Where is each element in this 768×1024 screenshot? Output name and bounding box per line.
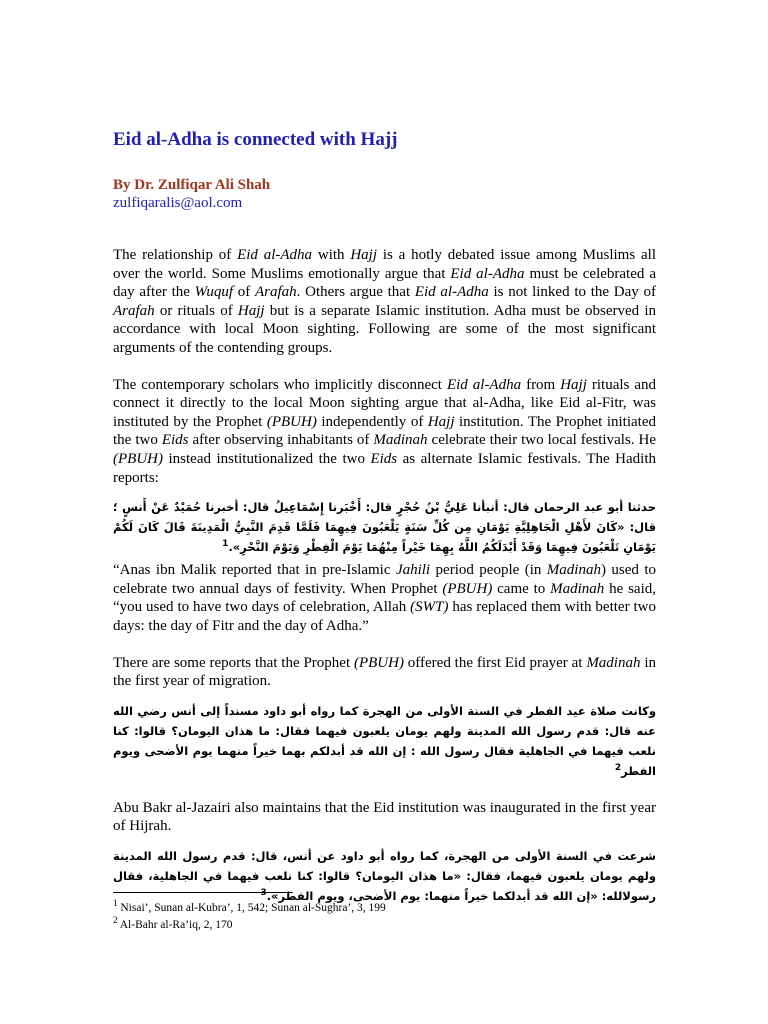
arabic-hadith-2: وكانت صلاة عيد الفطر في السنة الأولى من الهجرة كما رواه أبو داود مسنداً إلى أنس رضي الله عنه قال: قدم رسول الله المدينة ولهم يومان يلعبون فيهما فقال: ما هذان اليومان؟ قالوا: كنا نلعب فيهما في الجاهلية فقال رسول الله : إن الله قد أبدلكم بهما خيراً منهما يوم الأضحى ويوم الفطر$^2$: [113, 703, 656, 778]
arabic-hadith-3: شرعت في السنة الأولى من الهجرة، كما رواه أبو داود عن أنس، قال: قدم رسول الله المدينة ولهم يومان يلعبون فيهما، فقال: «ما هذان اليومان؟ قالوا: كنا نلعب فيهما في الجاهلية، فقال رسولالله: «إن الله قد أبدلكما خيراً منهما: يوم الأضحى، ويوم الفطر».$^3$: [113, 848, 656, 903]
author-email[interactable]: zulfiqaralis@aol.com: [113, 195, 243, 211]
footnotes: [113, 900, 656, 934]
footnote-1: $^1$ Nisai’, Sunan al-Kubra’, 1, 542; Sunan al-Sughra’, 3, 199: [113, 898, 386, 914]
paragraph-jazairi: Abu Bakr al-Jazairi also maintains that the Eid institution was inaugurated in the first year of Hijrah.: [113, 799, 656, 835]
paragraph-translation: “Anas ibn Malik reported that in pre-Islamic Jahili period people (in Madinah) used to celebrate two annual days of festivity. When Prophet (PBUH) came to Madinah he said, “you used to have two days of celebration, Allah (SWT) has replaced them with better two days: the day of Fitr and the day of Adha.”: [113, 562, 656, 634]
arabic-hadith-1: حدثنا أبو عبد الرحمان قال: أنبأنا عَلِيُّ بْنُ حُجْرٍ قال: أَخْبَرنا إِسْمَاعِيلُ قال: أخبرنا حُمَيْدٌ عَنْ أَنسٍ ؛ قال: «كَانَ لأَهْلِ الْجَاهِلِيَّةِ يَوْمَانِ مِن كُلِّ سَنَةٍ يَلْعَبُونَ فِيهِمَا فَلَمَّا قَدِمَ النَّبِيُّ الْمَدِينَةَ قَالَ كَانَ لَكُمْ يَوْمَانِ تَلْعَبُونَ فِيهِمَا وَقَدْ أَبْدَلَكُمُ اللَّهُ بِهِمَا خَيْراً مِنْهُمَا يَوْمَ الْفِطْرِ وَيَوْمَ النَّحْرِ».$^1$: [113, 500, 656, 555]
paragraph-first-eid: There are some reports that the Prophet (PBUH) offered the first Eid prayer at Madinah in the first year of migration.: [113, 654, 656, 690]
footnote-ref-1[interactable]: 1: [222, 539, 229, 550]
author-name: By Dr. Zulfiqar Ali Shah: [113, 177, 271, 193]
footnote-ref-3[interactable]: 3: [260, 888, 267, 899]
footnote-2: $^2$ Al-Bahr al-Ra’iq, 2, 170: [113, 915, 233, 931]
page-title: Eid al-Adha is connected with Hajj: [113, 129, 398, 150]
paragraph-scholars: The contemporary scholars who implicitly disconnect Eid al-Adha from Hajj rituals and connect it directly to the local Moon sighting argue that al-Adha, like Eid al-Fitr, was instituted by the Prophet (PBUH) independently of Hajj institution. The Prophet initiated the two Eids after observing inhabitants of Madinah celebrate their two local festivals. He (PBUH) instead institutionalized the two Eids as alternate Islamic festivals. The Hadith reports:: [113, 376, 657, 486]
document-body: [113, 128, 656, 910]
footnote-divider: [113, 892, 293, 893]
footnote-ref-2[interactable]: 2: [614, 762, 622, 773]
paragraph-intro: The relationship of Eid al-Adha with Hajj is a hotly debated issue among Muslims all over the world. Some Muslims emotionally argue that Eid al-Adha must be celebrated a day after the Wuquf of Arafah. Others argue that Eid al-Adha is not linked to the Day of Arafah or rituals of Hajj but is a separate Islamic institution. Adha must be observed in accordance with local Moon sighting. Following are some of the most significant arguments of the contending groups.: [113, 247, 657, 356]
